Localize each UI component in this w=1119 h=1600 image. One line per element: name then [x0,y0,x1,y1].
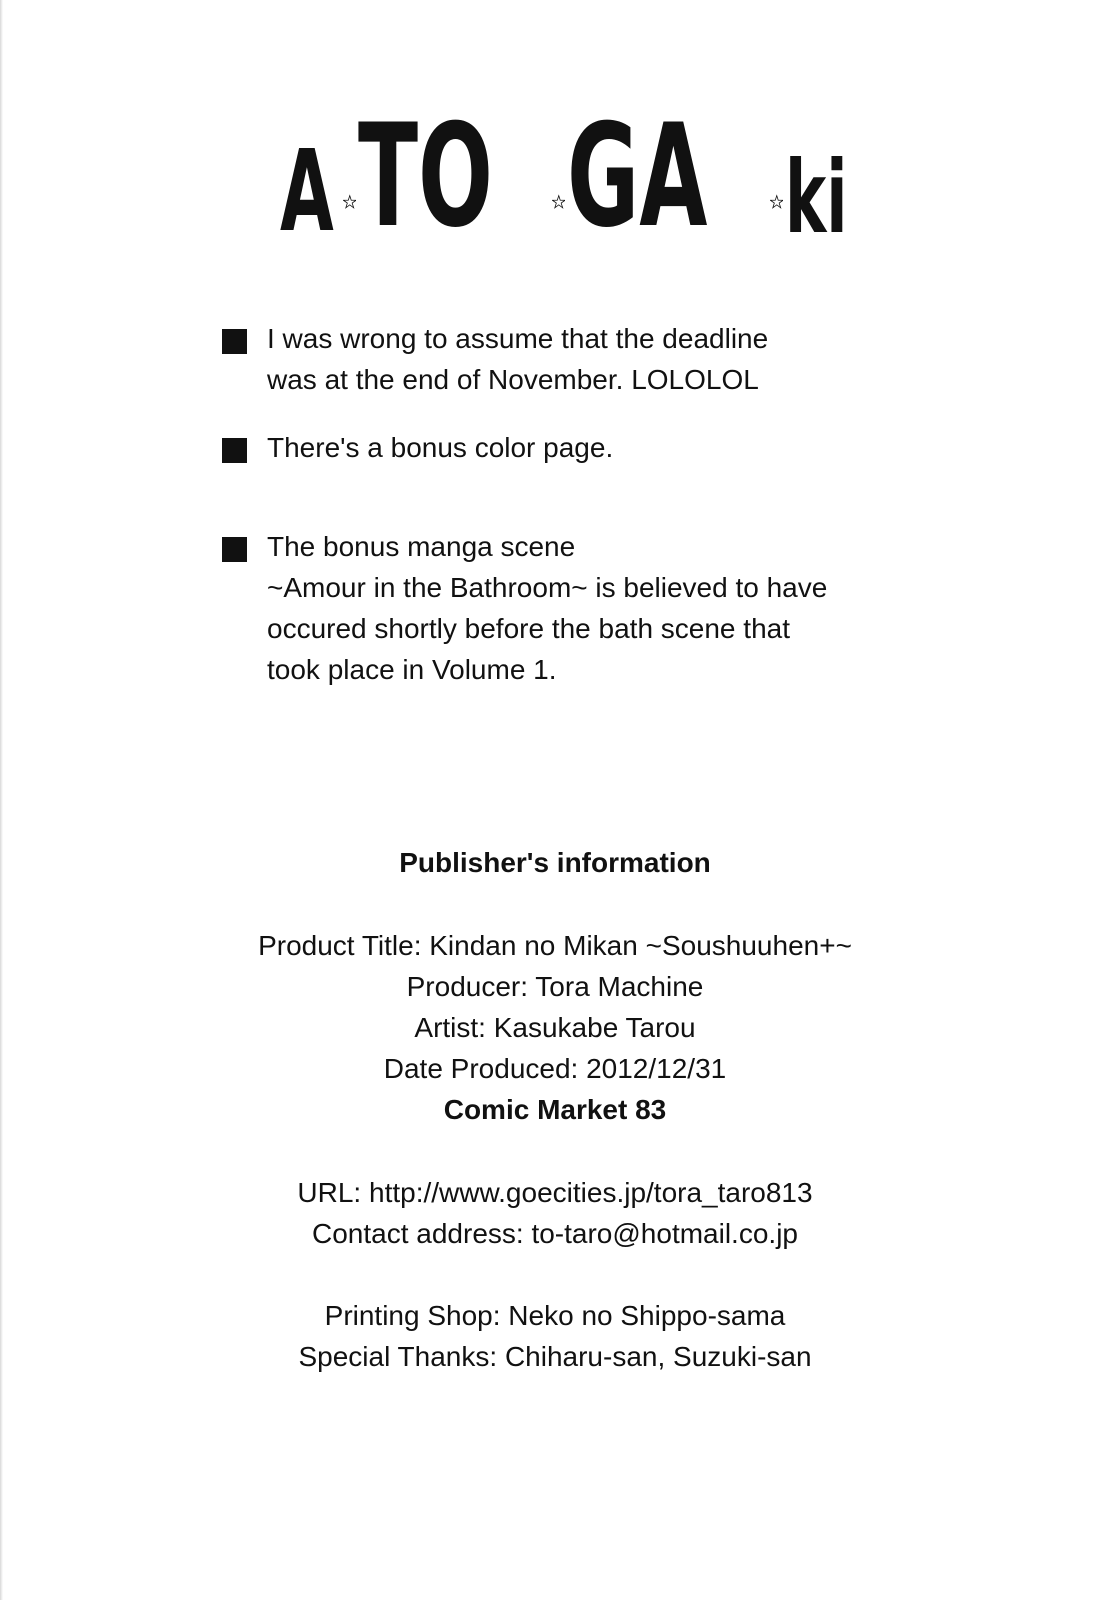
square-bullet-icon [222,329,247,354]
note-item [222,526,922,690]
note-text [267,427,613,468]
note-item [222,318,922,400]
note-line: took place in Volume 1. [267,654,557,685]
contact-address: Contact address: to-taro@hotmail.co.jp [312,1218,798,1249]
credits [0,1295,1110,1377]
artist: Artist: Kasukabe Tarou [414,1012,696,1043]
publisher-heading-block [0,842,1110,883]
title-part-ki: ki [785,139,848,256]
contact-details [0,1172,1110,1254]
product-title: Product Title: Kindan no Mikan ~Soushuuhen+~ [258,930,852,961]
star-icon [343,162,357,242]
note-line: I was wrong to assume that the deadline [267,323,769,354]
page-title [280,94,860,259]
notes-list [222,318,922,690]
note-line: There's a bonus color page. [267,432,614,463]
date-produced: Date Produced: 2012/12/31 [383,1053,727,1084]
title-part-a: A [280,127,334,257]
note-line: occured shortly before the bath scene that [267,613,790,644]
note-line: was at the end of November. LOLOLOL [267,364,759,395]
square-bullet-icon [222,438,247,463]
note-line: ~Amour in the Bathroom~ is believed to have [267,572,828,603]
square-bullet-icon [222,537,247,562]
special-thanks: Special Thanks: Chiharu-san, Suzuki-san [298,1341,812,1372]
product-details [0,925,1110,1130]
note-item [222,427,922,468]
title-part-to: TO [358,94,494,259]
url-text: URL: http://www.goecities.jp/tora_taro813 [297,1177,813,1208]
producer: Producer: Tora Machine [406,971,704,1002]
star-icon [770,162,784,242]
printing-shop: Printing Shop: Neko no Shippo-sama [324,1300,786,1331]
note-text [267,318,768,400]
title-part-ga: GA [567,94,708,259]
note-text [267,526,827,690]
star-icon [552,162,566,242]
publisher-heading: Publisher's information [399,847,711,878]
note-line: The bonus manga scene [267,531,576,562]
event-name: Comic Market 83 [443,1094,667,1125]
